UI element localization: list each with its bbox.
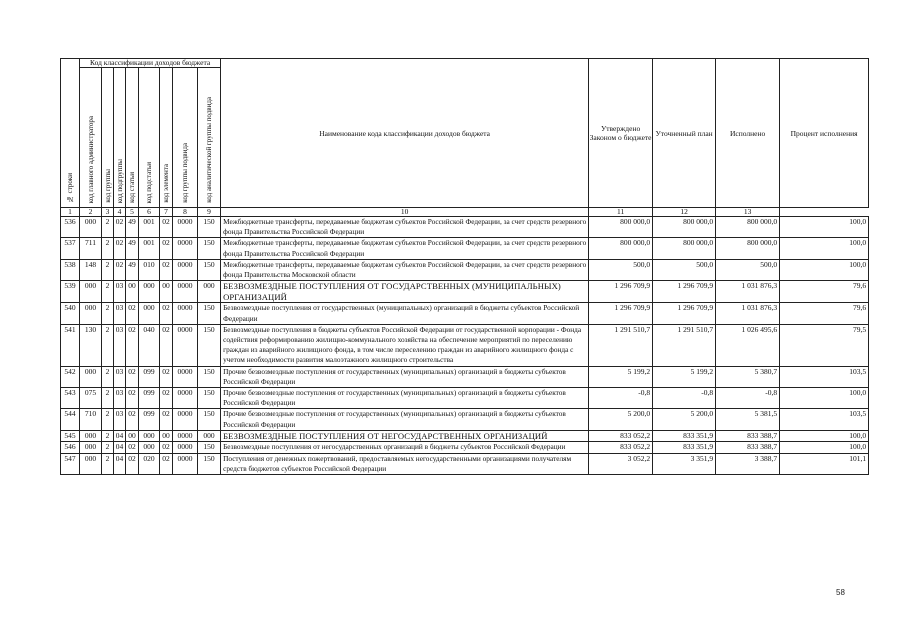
cell-element-code: 02 bbox=[160, 409, 173, 430]
column-number: 2 bbox=[80, 208, 102, 217]
cell-subtype-code: 0000 bbox=[173, 259, 198, 280]
cell-element-code: 00 bbox=[160, 430, 173, 442]
cell-admin-code: 148 bbox=[80, 259, 102, 280]
cell-subarticle-code: 099 bbox=[139, 409, 160, 430]
cell-analytic-code: 150 bbox=[198, 388, 221, 409]
cell-percent: 101,1 bbox=[780, 453, 869, 474]
cell-subgroup-code: 03 bbox=[114, 281, 126, 303]
cell-approved: 800 000,0 bbox=[589, 217, 653, 238]
cell-admin-code: 000 bbox=[80, 442, 102, 453]
cell-group-code: 2 bbox=[102, 217, 114, 238]
cell-name: Безвозмездные поступления от государственных (муниципальных) организаций в бюджеты субъектов Российской Федерации bbox=[221, 303, 589, 324]
cell-name: БЕЗВОЗМЕЗДНЫЕ ПОСТУПЛЕНИЯ ОТ ГОСУДАРСТВЕННЫХ (МУНИЦИПАЛЬНЫХ) ОРГАНИЗАЦИЙ bbox=[221, 281, 589, 303]
cell-name: Прочие безвозмездные поступления от государственных (муниципальных) организаций в бюджеты субъектов Российской Федерации bbox=[221, 366, 589, 387]
page-number: 58 bbox=[836, 588, 845, 597]
cell-subtype-code: 0000 bbox=[173, 281, 198, 303]
cell-article-code: 02 bbox=[126, 442, 139, 453]
cell-percent: 103,5 bbox=[780, 409, 869, 430]
cell-revised: -0,8 bbox=[653, 388, 716, 409]
budget-revenue-table bbox=[60, 58, 869, 475]
cell-subgroup-code: 04 bbox=[114, 430, 126, 442]
cell-subtype-code: 0000 bbox=[173, 324, 198, 366]
cell-article-code: 00 bbox=[126, 430, 139, 442]
table-row bbox=[61, 303, 869, 324]
cell-group-code: 2 bbox=[102, 442, 114, 453]
cell-group-code: 2 bbox=[102, 366, 114, 387]
cell-subtype-code: 0000 bbox=[173, 217, 198, 238]
cell-subtype-code: 0000 bbox=[173, 453, 198, 474]
cell-subtype-code: 0000 bbox=[173, 366, 198, 387]
cell-row-number: 546 bbox=[61, 442, 80, 453]
cell-admin-code: 000 bbox=[80, 303, 102, 324]
cell-group-code: 2 bbox=[102, 409, 114, 430]
cell-element-code: 02 bbox=[160, 442, 173, 453]
cell-admin-code: 000 bbox=[80, 366, 102, 387]
cell-subarticle-code: 000 bbox=[139, 303, 160, 324]
cell-approved: 833 052,2 bbox=[589, 442, 653, 453]
cell-executed: 833 388,7 bbox=[716, 430, 780, 442]
cell-name: Межбюджетные трансферты, передаваемые бюджетам субъектов Российской Федерации, за счет средств резервного фонда Правительства Российской Федерации bbox=[221, 217, 589, 238]
cell-subarticle-code: 020 bbox=[139, 453, 160, 474]
column-number: 13 bbox=[716, 208, 780, 217]
cell-percent: 100,0 bbox=[780, 259, 869, 280]
cell-name: Безвозмездные поступления в бюджеты субъектов Российской Федерации от государственной корпорации - Фонда содействия реформированию жилищно-коммунального хозяйства на обеспечение мероприятий по переселению граждан из аварийного жилищного фонда, в том числе переселению граждан из аварийного жилищного фонда с учетом необходимости развития малоэтажного жилищного строительства bbox=[221, 324, 589, 366]
cell-executed: 5 380,7 bbox=[716, 366, 780, 387]
code-group-header: Код классификации доходов бюджета bbox=[80, 59, 221, 68]
cell-percent: 100,0 bbox=[780, 442, 869, 453]
cell-article-code: 49 bbox=[126, 238, 139, 259]
cell-analytic-code: 150 bbox=[198, 217, 221, 238]
cell-revised: 500,0 bbox=[653, 259, 716, 280]
approved-header: Утверждено Законом о бюджете bbox=[589, 59, 653, 208]
table-row bbox=[61, 324, 869, 366]
cell-revised: 5 199,2 bbox=[653, 366, 716, 387]
cell-percent: 100,0 bbox=[780, 388, 869, 409]
cell-subgroup-code: 03 bbox=[114, 303, 126, 324]
cell-analytic-code: 150 bbox=[198, 453, 221, 474]
cell-admin-code: 000 bbox=[80, 217, 102, 238]
cell-article-code: 02 bbox=[126, 324, 139, 366]
cell-name: Прочие безвозмездные поступления от государственных (муниципальных) организаций в бюджеты субъектов Российской Федерации bbox=[221, 388, 589, 409]
cell-row-number: 536 bbox=[61, 217, 80, 238]
code-column-header: код подстатьи bbox=[139, 68, 160, 208]
cell-revised: 833 351,9 bbox=[653, 430, 716, 442]
cell-admin-code: 711 bbox=[80, 238, 102, 259]
cell-analytic-code: 150 bbox=[198, 303, 221, 324]
cell-executed: 800 000,0 bbox=[716, 238, 780, 259]
code-column-header: код статьи bbox=[126, 68, 139, 208]
cell-subgroup-code: 02 bbox=[114, 217, 126, 238]
cell-admin-code: 075 bbox=[80, 388, 102, 409]
cell-subgroup-code: 03 bbox=[114, 366, 126, 387]
code-column-header: код подгруппы bbox=[114, 68, 126, 208]
cell-executed: 5 381,5 bbox=[716, 409, 780, 430]
table-row bbox=[61, 217, 869, 238]
cell-element-code: 02 bbox=[160, 453, 173, 474]
cell-approved: 1 296 709,9 bbox=[589, 281, 653, 303]
cell-group-code: 2 bbox=[102, 388, 114, 409]
cell-approved: 3 052,2 bbox=[589, 453, 653, 474]
cell-executed: 800 000,0 bbox=[716, 217, 780, 238]
cell-admin-code: 130 bbox=[80, 324, 102, 366]
cell-subtype-code: 0000 bbox=[173, 430, 198, 442]
cell-analytic-code: 150 bbox=[198, 259, 221, 280]
column-number: 1 bbox=[61, 208, 80, 217]
table-row bbox=[61, 366, 869, 387]
cell-revised: 3 351,9 bbox=[653, 453, 716, 474]
cell-subtype-code: 0000 bbox=[173, 388, 198, 409]
cell-name: Поступления от денежных пожертвований, предоставляемых негосударственными организациями получателям средств бюджетов субъектов Российской Федерации bbox=[221, 453, 589, 474]
percent-header: Процент исполнения bbox=[780, 59, 869, 208]
cell-revised: 800 000,0 bbox=[653, 217, 716, 238]
cell-revised: 5 200,0 bbox=[653, 409, 716, 430]
cell-analytic-code: 150 bbox=[198, 324, 221, 366]
cell-row-number: 538 bbox=[61, 259, 80, 280]
cell-name: Безвозмездные поступления от негосударственных организаций в бюджеты субъектов Российской Федерации bbox=[221, 442, 589, 453]
cell-subarticle-code: 000 bbox=[139, 430, 160, 442]
column-number: 8 bbox=[173, 208, 198, 217]
table-row bbox=[61, 388, 869, 409]
cell-element-code: 02 bbox=[160, 259, 173, 280]
name-header: Наименование кода классификации доходов бюджета bbox=[221, 59, 589, 208]
cell-revised: 1 291 510,7 bbox=[653, 324, 716, 366]
cell-name: Межбюджетные трансферты, передаваемые бюджетам субъектов Российской Федерации, за счет средств резервного фонда Правительства Московской области bbox=[221, 259, 589, 280]
cell-subgroup-code: 02 bbox=[114, 259, 126, 280]
cell-name: БЕЗВОЗМЕЗДНЫЕ ПОСТУПЛЕНИЯ ОТ НЕГОСУДАРСТВЕННЫХ ОРГАНИЗАЦИЙ bbox=[221, 430, 589, 442]
cell-analytic-code: 150 bbox=[198, 442, 221, 453]
cell-analytic-code: 150 bbox=[198, 366, 221, 387]
cell-subarticle-code: 001 bbox=[139, 238, 160, 259]
cell-element-code: 02 bbox=[160, 324, 173, 366]
table-row bbox=[61, 442, 869, 453]
cell-approved: 500,0 bbox=[589, 259, 653, 280]
cell-approved: -0,8 bbox=[589, 388, 653, 409]
cell-subgroup-code: 03 bbox=[114, 388, 126, 409]
cell-row-number: 539 bbox=[61, 281, 80, 303]
cell-element-code: 02 bbox=[160, 366, 173, 387]
cell-admin-code: 000 bbox=[80, 430, 102, 442]
revised-header: Уточненный план bbox=[653, 59, 716, 208]
code-column-header: код аналитической группы подвида bbox=[198, 68, 221, 208]
cell-group-code: 2 bbox=[102, 453, 114, 474]
cell-element-code: 00 bbox=[160, 281, 173, 303]
cell-article-code: 02 bbox=[126, 388, 139, 409]
cell-row-number: 541 bbox=[61, 324, 80, 366]
cell-subarticle-code: 010 bbox=[139, 259, 160, 280]
cell-approved: 1 296 709,9 bbox=[589, 303, 653, 324]
cell-analytic-code: 150 bbox=[198, 409, 221, 430]
cell-percent: 79,5 bbox=[780, 324, 869, 366]
cell-percent: 79,6 bbox=[780, 303, 869, 324]
cell-subgroup-code: 02 bbox=[114, 238, 126, 259]
cell-subgroup-code: 04 bbox=[114, 453, 126, 474]
column-number: 4 bbox=[114, 208, 126, 217]
cell-admin-code: 000 bbox=[80, 453, 102, 474]
table-row bbox=[61, 238, 869, 259]
cell-percent: 79,6 bbox=[780, 281, 869, 303]
table-row bbox=[61, 259, 869, 280]
column-number: 10 bbox=[221, 208, 589, 217]
code-column-header: код главного администратора bbox=[80, 68, 102, 208]
cell-article-code: 02 bbox=[126, 303, 139, 324]
cell-element-code: 02 bbox=[160, 238, 173, 259]
cell-percent: 100,0 bbox=[780, 217, 869, 238]
cell-subarticle-code: 001 bbox=[139, 217, 160, 238]
cell-name: Межбюджетные трансферты, передаваемые бюджетам субъектов Российской Федерации, за счет средств резервного фонда Правительства Российской Федерации bbox=[221, 238, 589, 259]
column-number-row bbox=[61, 208, 869, 217]
code-column-header: код группы подвида bbox=[173, 68, 198, 208]
cell-analytic-code: 000 bbox=[198, 430, 221, 442]
cell-subtype-code: 0000 bbox=[173, 409, 198, 430]
code-column-header: код элемента bbox=[160, 68, 173, 208]
cell-subgroup-code: 03 bbox=[114, 324, 126, 366]
cell-group-code: 2 bbox=[102, 303, 114, 324]
cell-group-code: 2 bbox=[102, 259, 114, 280]
column-number: 12 bbox=[653, 208, 716, 217]
cell-article-code: 49 bbox=[126, 259, 139, 280]
cell-revised: 1 296 709,9 bbox=[653, 303, 716, 324]
cell-approved: 1 291 510,7 bbox=[589, 324, 653, 366]
cell-percent: 100,0 bbox=[780, 238, 869, 259]
cell-analytic-code: 000 bbox=[198, 281, 221, 303]
cell-subarticle-code: 099 bbox=[139, 388, 160, 409]
cell-group-code: 2 bbox=[102, 430, 114, 442]
cell-approved: 5 199,2 bbox=[589, 366, 653, 387]
cell-element-code: 02 bbox=[160, 217, 173, 238]
cell-article-code: 00 bbox=[126, 281, 139, 303]
cell-row-number: 544 bbox=[61, 409, 80, 430]
cell-percent: 103,5 bbox=[780, 366, 869, 387]
cell-executed: 1 026 495,6 bbox=[716, 324, 780, 366]
cell-subtype-code: 0000 bbox=[173, 442, 198, 453]
cell-subarticle-code: 099 bbox=[139, 366, 160, 387]
cell-subarticle-code: 000 bbox=[139, 281, 160, 303]
cell-approved: 800 000,0 bbox=[589, 238, 653, 259]
cell-revised: 800 000,0 bbox=[653, 238, 716, 259]
cell-subgroup-code: 04 bbox=[114, 442, 126, 453]
cell-subarticle-code: 000 bbox=[139, 442, 160, 453]
cell-admin-code: 000 bbox=[80, 281, 102, 303]
cell-revised: 1 296 709,9 bbox=[653, 281, 716, 303]
code-column-header: код группы bbox=[102, 68, 114, 208]
cell-executed: 1 031 876,3 bbox=[716, 303, 780, 324]
row-number-header: № строки bbox=[61, 59, 80, 208]
column-number: 9 bbox=[198, 208, 221, 217]
table-row bbox=[61, 409, 869, 430]
cell-group-code: 2 bbox=[102, 324, 114, 366]
cell-executed: 1 031 876,3 bbox=[716, 281, 780, 303]
cell-executed: -0,8 bbox=[716, 388, 780, 409]
cell-executed: 500,0 bbox=[716, 259, 780, 280]
cell-article-code: 02 bbox=[126, 409, 139, 430]
table-row bbox=[61, 453, 869, 474]
cell-row-number: 540 bbox=[61, 303, 80, 324]
cell-element-code: 02 bbox=[160, 388, 173, 409]
cell-row-number: 542 bbox=[61, 366, 80, 387]
cell-article-code: 49 bbox=[126, 217, 139, 238]
column-number: 5 bbox=[126, 208, 139, 217]
cell-row-number: 547 bbox=[61, 453, 80, 474]
cell-executed: 833 388,7 bbox=[716, 442, 780, 453]
cell-analytic-code: 150 bbox=[198, 238, 221, 259]
cell-approved: 833 052,2 bbox=[589, 430, 653, 442]
cell-percent: 100,0 bbox=[780, 430, 869, 442]
cell-name: Прочие безвозмездные поступления от государственных (муниципальных) организаций в бюджеты субъектов Российской Федерации bbox=[221, 409, 589, 430]
cell-group-code: 2 bbox=[102, 281, 114, 303]
column-number: 3 bbox=[102, 208, 114, 217]
cell-revised: 833 351,9 bbox=[653, 442, 716, 453]
table-row bbox=[61, 430, 869, 442]
table-row bbox=[61, 281, 869, 303]
cell-subgroup-code: 03 bbox=[114, 409, 126, 430]
cell-row-number: 537 bbox=[61, 238, 80, 259]
column-number: 11 bbox=[589, 208, 653, 217]
cell-element-code: 02 bbox=[160, 303, 173, 324]
cell-subtype-code: 0000 bbox=[173, 238, 198, 259]
cell-admin-code: 710 bbox=[80, 409, 102, 430]
cell-approved: 5 200,0 bbox=[589, 409, 653, 430]
cell-article-code: 02 bbox=[126, 366, 139, 387]
cell-row-number: 543 bbox=[61, 388, 80, 409]
column-number: 6 bbox=[139, 208, 160, 217]
cell-group-code: 2 bbox=[102, 238, 114, 259]
cell-subarticle-code: 040 bbox=[139, 324, 160, 366]
cell-row-number: 545 bbox=[61, 430, 80, 442]
table-body bbox=[61, 217, 869, 475]
cell-article-code: 02 bbox=[126, 453, 139, 474]
cell-subtype-code: 0000 bbox=[173, 303, 198, 324]
column-number: 7 bbox=[160, 208, 173, 217]
executed-header: Исполнено bbox=[716, 59, 780, 208]
cell-executed: 3 388,7 bbox=[716, 453, 780, 474]
